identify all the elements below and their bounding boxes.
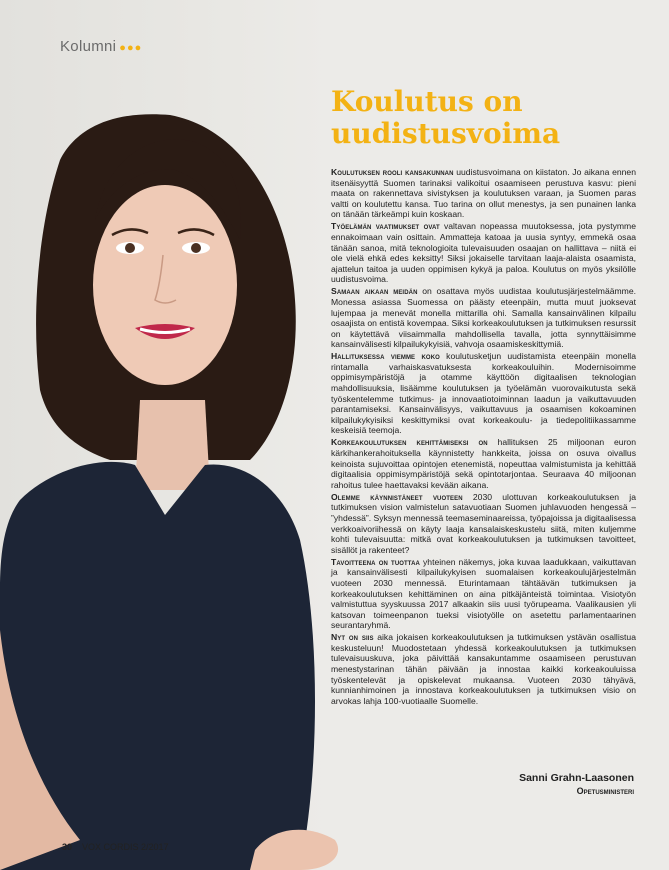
paragraph-text: hallituksen 25 miljoonan euron kärkihankerahoituksella käynnistetty hankkeita, joissa on osuva oivallus keinoista sujuvoittaa opintojen etenemistä, nopeuttaa valmistumista ja kehittää digitaalisia oppimisympäristöjä sekä opintotarjontaa. Seuraava 40 miljoonan rahoitus tulee haettavaksi kevään aikana. xyxy=(331,437,636,490)
page-footer xyxy=(62,842,169,852)
paragraph xyxy=(331,221,636,285)
section-dots: ●●● xyxy=(119,42,143,54)
article-title: Koulutus on uudistusvoima xyxy=(331,85,561,150)
paragraph-lead: Hallituksessa viemme koko xyxy=(331,351,440,362)
section-name: Kolumni xyxy=(60,38,117,55)
paragraph xyxy=(331,351,636,436)
page-number: 30 xyxy=(62,842,73,852)
paragraph-text: on osattava myös uudistaa koulutusjärjestelmäämme. Monessa asiassa Suomessa on päästy eteenpäin, mutta muut juoksevat lujempaa ja menevät monella mittarilla ohi. Samalla kansainvälinen kilpailu osaajista on entistä kovempaa. Siksi korkeakoulutuksen ja tutkimuksen resurssit on käytettävä viisaimmalla mahdollisella tavalla, jotta synnyttäisimme kansainvälisesti kilpailukykyisiä, vahvoja osaamiskeskittymiä. xyxy=(331,286,636,350)
portrait-photo xyxy=(0,70,345,870)
paragraph-text: aika jokaisen korkeakoulutuksen ja tutkimuksen ystävän osallistua keskusteluun! Muodostetaan yhdessä korkeakoulutuksen ja tutkimuksen tulevaisuuskuva, joka päivittää kansakuntamme osaamiseen perustuvan menestystarinan tähän päivään ja innostaa kaikki korkeakouluissa työskentelevät ja opiskelevat mukaansa. Vuoteen 2030 tähyävä, kunnianhimoinen ja innostava korkeakoulutuksen ja tutkimuksen visio on arvokas lahja 100-vuotiaalle Suomelle. xyxy=(331,632,636,706)
paragraph-text: uudistusvoimana on kiistaton. Jo aikana ennen itsenäisyyttä Suomen tarinaksi valikoitui osaamiseen perustuva kasvu: pieni maata on rakennettava sivistyksen ja koulutuksen varaan, ja Suomen paras valtti on koulutettu kansa. Tuo tarina on ollut menestys, ja sen punainen lanka on tänään tärkeämpi kuin koskaan. xyxy=(331,167,636,220)
paragraph xyxy=(331,286,636,350)
paragraph-lead: Nyt on siis xyxy=(331,632,374,643)
paragraph-lead: Koulutuksen rooli kansakunnan xyxy=(331,167,454,177)
author-signature xyxy=(519,772,634,796)
paragraph xyxy=(331,557,636,631)
paragraph xyxy=(331,492,636,556)
author-role: Opetusministeri xyxy=(576,786,634,796)
paragraph-lead: Tavoitteena on tuottaa xyxy=(331,556,420,567)
paragraph-lead: Olemme käynnistäneet vuoteen xyxy=(331,491,463,502)
paragraph xyxy=(331,437,636,490)
paragraph-lead: Työelämän vaatimukset ovat xyxy=(331,221,440,232)
paragraph-text: 2030 ulottuvan korkeakoulutuksen ja tutkimuksen vision valmistelun satavuotiaan Suomen juhlavuoden hengessä – ”yhdessä”. Syksyn mennessä teemaseminaareissa, työpajoissa ja digitaalisessa verkkoaivoriihessä on käyty laaja kansalaiskeskustelu siitä, miten kuljemme kohti tulevaisuutta: mitkä ovat korkeakoulutuksen ja tutkimuksen tavoitteet, sisällöt ja rakenteet? xyxy=(331,491,636,555)
paragraph-text: valtavan nopeassa muutoksessa, jota pystymme ennakoimaan vain osittain. Ammatteja katoaa ja uusia syntyy, emmekä osaa tänään sanoa, mitä teknologioita tulevaisuuden osaajan on hallittava – niitä ei ole vielä ehkä edes keksitty! Siksi jokaiselle tarvitaan laaja-alaista osaamista, ajattelun taitoa ja uuden oppimisen kykyä ja paloa. Koulutus on myös yksilölle uudistusvoima. xyxy=(331,221,636,285)
paragraph-lead: Samaan aikaan meidän xyxy=(331,286,418,297)
publication-name: VOX CORDIS 2/2017 xyxy=(82,842,169,852)
author-name: Sanni Grahn-Laasonen xyxy=(519,772,634,784)
paragraph-text: yhteinen näkemys, joka kuvaa laadukkaan, vaikuttavan ja kansainvälisesti kilpailukykyisen suomalaisen korkeakoulujärjestelmän vuoteen 2030 mennessä. Eturintamaan tähtäävän tutkimuksen ja korkeakoulutuksen kehittäminen on aina pitkäjänteistä toimintaa. Visiotyön valmistuttua syyskuussa 2017 alkaakin siis uusi työrupeama. Vaalikausien yli katsovan toimeenpanon tueksi visiotyölle on asetettu parlamentaarinen seurantaryhmä. xyxy=(331,556,636,631)
section-label xyxy=(60,38,142,55)
paragraph-text: koulutusketjun uudistamista eteenpäin monella rintamalla varhaiskasvatuksesta korkeakouluihin. Modernisoimme oppimisympäristöjä ja otamme käyttöön digitaalisen teknologian mahdollisuuksia, lisäämme koulutuksen ja työelämän vuorovaikutusta sekä työskentelemme tutkimus- ja innovaatiotoiminnan laadun ja vaikuttavuuden parantamiseksi. Kansainvälisyys, vaikuttavuus ja osaamisen kokoaminen kilpailukykyisiksi keskittymiksi ovat korkeakoulu- ja tiedepolitiikassamme keskeisiä teemoja. xyxy=(331,351,636,436)
article-body xyxy=(331,167,636,708)
paragraph xyxy=(331,632,636,706)
paragraph-lead: Korkeakoulutuksen kehittämiseksi on xyxy=(331,437,488,448)
paragraph xyxy=(331,167,636,220)
